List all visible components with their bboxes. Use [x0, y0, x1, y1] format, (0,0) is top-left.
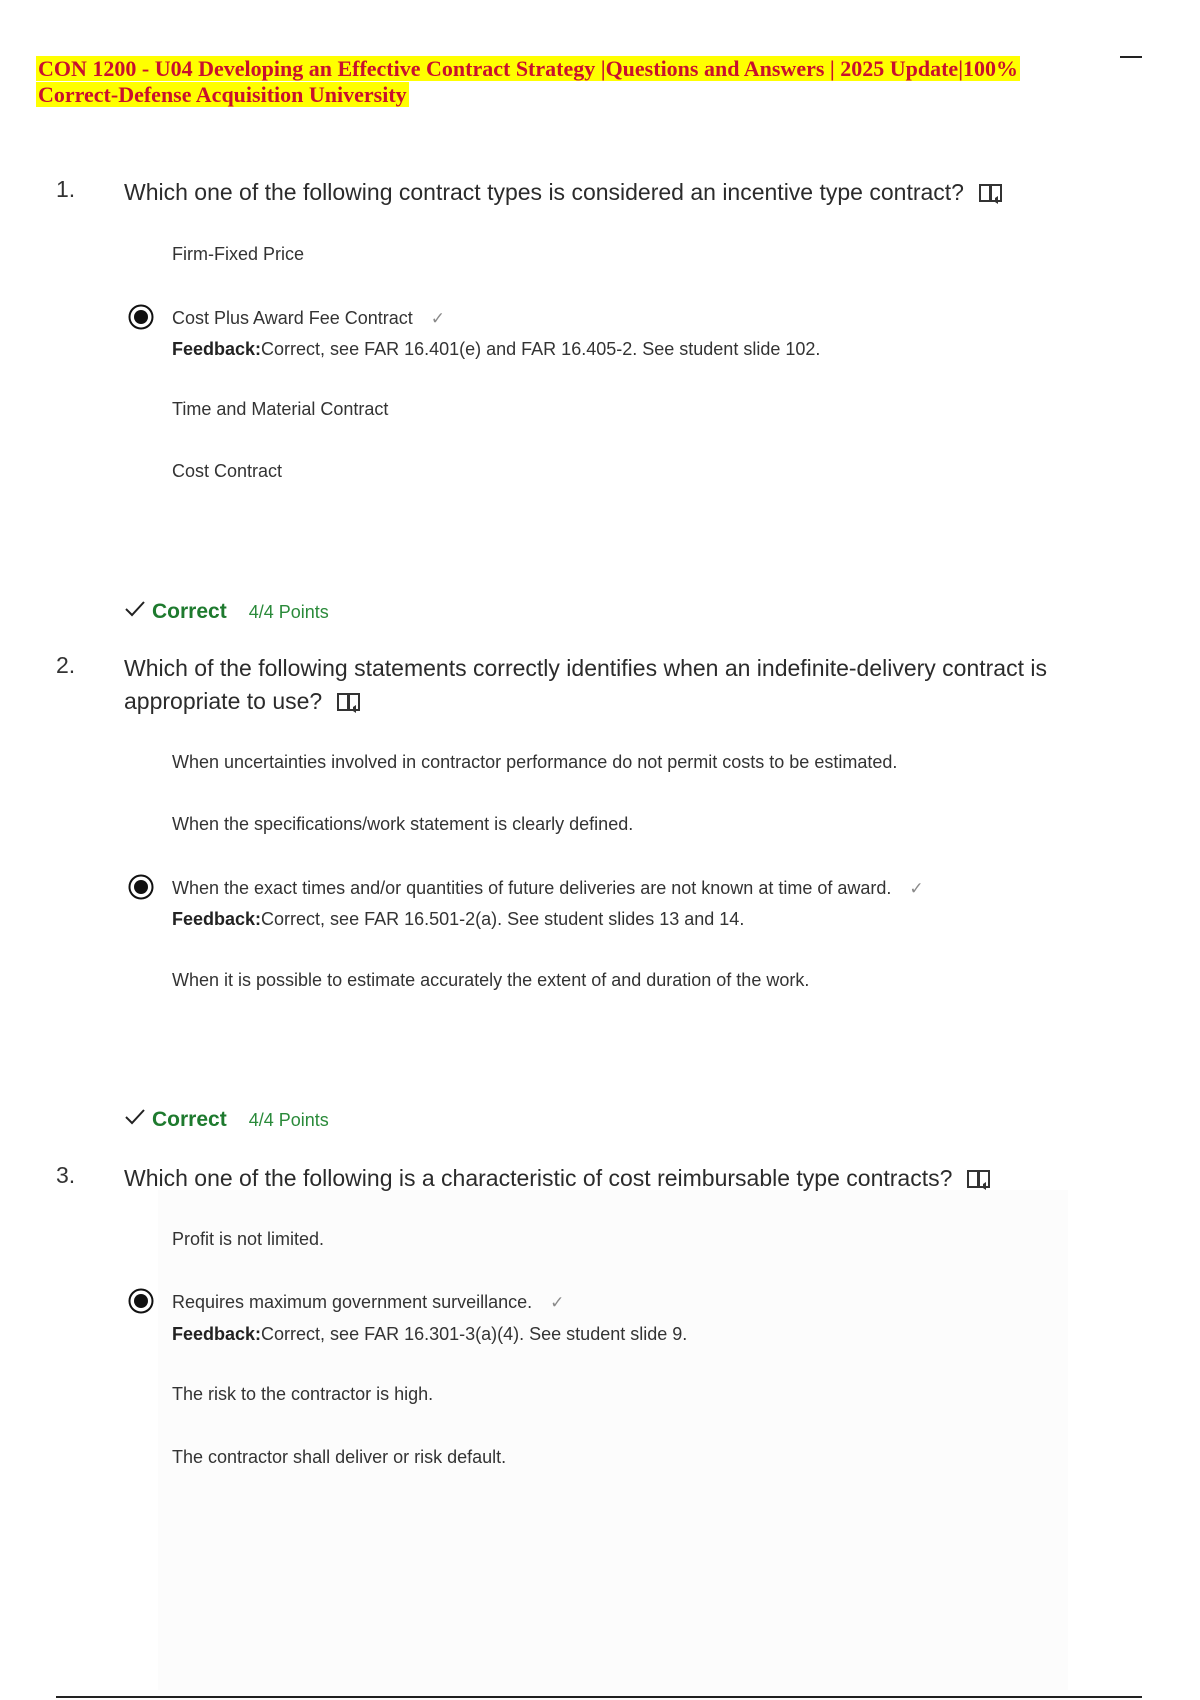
question-prompt: Which of the following statements correctly identifies when an indefinite-delivery contract is appropriate to use?: [124, 655, 1047, 714]
option-maximum-surveillance[interactable]: Requires maximum government surveillance. ✓: [172, 1292, 564, 1313]
title-line-1: CON 1200 - U04 Developing an Effective Contract Strategy |Questions and Answers | 2025 Update|100%: [38, 56, 1019, 81]
feedback-text: Feedback:Correct, see FAR 16.501-2(a). See student slides 13 and 14.: [172, 909, 745, 929]
radio-selected-icon[interactable]: [128, 1288, 154, 1314]
immersive-reader-icon[interactable]: [966, 1168, 992, 1192]
question-number: 2.: [56, 652, 76, 678]
correct-check-icon: [124, 1108, 146, 1126]
document-title: [36, 56, 1126, 108]
question-text: [124, 176, 1124, 209]
option-cost-plus-award-fee[interactable]: Cost Plus Award Fee Contract ✓: [172, 308, 445, 329]
option-time-and-material[interactable]: Time and Material Contract: [172, 399, 389, 419]
option-specifications-defined[interactable]: When the specifications/work statement is clearly defined.: [172, 814, 634, 834]
option-profit-not-limited[interactable]: Profit is not limited.: [172, 1229, 325, 1249]
checkmark-icon: ✓: [430, 309, 446, 328]
option-deliver-or-default[interactable]: The contractor shall deliver or risk default.: [172, 1447, 507, 1467]
option-uncertainties[interactable]: When uncertainties involved in contractor performance do not permit costs to be estimated.: [172, 752, 898, 772]
result-points: 4/4 Points: [248, 1110, 329, 1130]
question-1-result: [124, 600, 329, 624]
immersive-reader-icon[interactable]: [978, 182, 1004, 206]
checkmark-icon: ✓: [909, 879, 924, 898]
immersive-reader-icon[interactable]: [336, 691, 362, 715]
title-line-2: Correct-Defense Acquisition University: [38, 82, 407, 107]
option-cost-contract[interactable]: Cost Contract: [172, 461, 283, 481]
option-possible-to-estimate[interactable]: When it is possible to estimate accurately the extent of and duration of the work.: [172, 970, 810, 990]
feedback-text: Feedback:Correct, see FAR 16.301-3(a)(4). See student slide 9.: [172, 1324, 688, 1344]
option-exact-times-unknown[interactable]: When the exact times and/or quantities of future deliveries are not known at time of award. ✓: [172, 878, 924, 899]
question-3-background: [158, 1190, 1068, 1690]
result-status: Correct: [152, 1108, 227, 1131]
header-rule: [1120, 56, 1142, 58]
question-text: [124, 652, 1124, 718]
option-risk-high[interactable]: The risk to the contractor is high.: [172, 1384, 434, 1404]
question-number: 1.: [56, 176, 76, 202]
correct-check-icon: [124, 600, 146, 618]
question-prompt: Which one of the following contract types is considered an incentive type contract?: [124, 179, 964, 205]
footer-rule: [56, 1696, 1142, 1698]
question-number: 3.: [56, 1162, 76, 1188]
radio-selected-icon[interactable]: [128, 874, 154, 900]
question-text: [124, 1162, 1124, 1195]
result-points: 4/4 Points: [248, 602, 329, 622]
question-2-result: [124, 1108, 329, 1132]
question-prompt: Which one of the following is a characteristic of cost reimbursable type contracts?: [124, 1165, 953, 1191]
checkmark-icon: ✓: [550, 1293, 565, 1312]
radio-selected-icon[interactable]: [128, 304, 154, 330]
option-firm-fixed-price[interactable]: Firm-Fixed Price: [172, 244, 305, 264]
result-status: Correct: [152, 600, 227, 623]
feedback-text: Feedback:Correct, see FAR 16.401(e) and FAR 16.405-2. See student slide 102.: [172, 339, 821, 359]
